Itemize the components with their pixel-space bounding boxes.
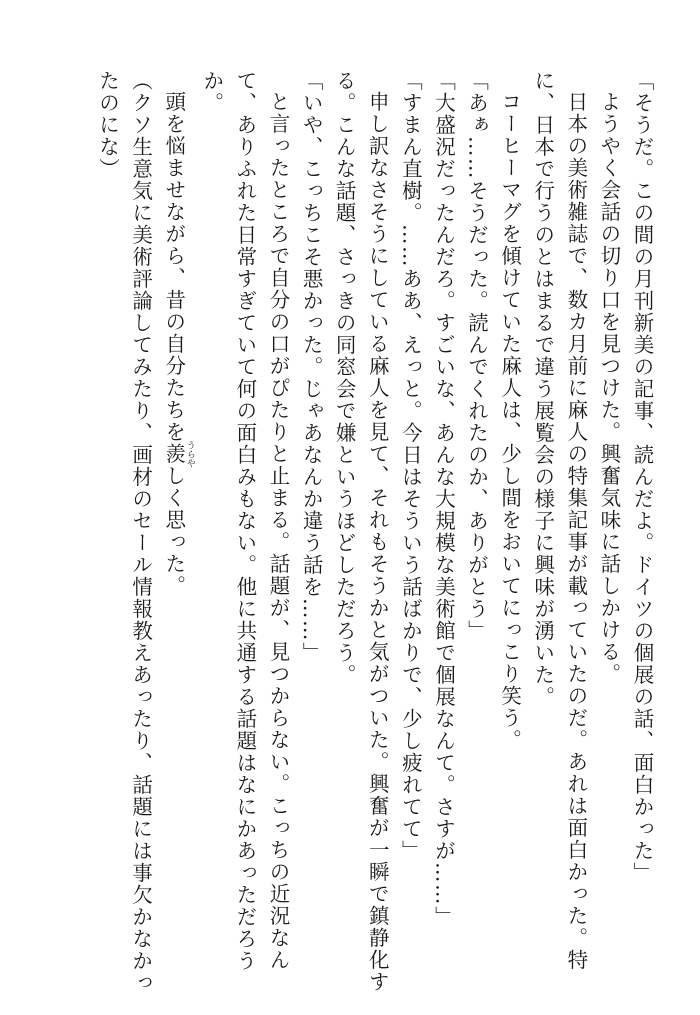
text-line: たのにな） — [95, 70, 120, 180]
text-line: 「大盛況だったんだろ。すごいな、あんな大規模な美術館で個展なんて。さすが……」 — [431, 70, 456, 928]
text-line: 「そうだ。この間の月刊新美の記事、読んだよ。ドイツの個展の話、面白かった」 — [630, 70, 654, 884]
vertical-text-body — [90, 70, 658, 994]
text-line: に、日本で行うのとはまるで違う展覧会の様子に興味が湧いた。 — [530, 70, 555, 708]
text-line: と言ったところで自分の口がぴたりと止まる。話題が、見つからない。こっちの近況なん — [265, 90, 290, 971]
text-line: 申し訳なさそうにしている麻人を見て、それもそうかと気がついた。興奮が一瞬で鎮静化す — [365, 90, 390, 993]
ruby-base: 羨 — [161, 440, 186, 467]
text-line: 日本の美術雑誌で、数カ月前に麻人の特集記事が載っていたのだ。あれは面白かった。特 — [563, 90, 588, 971]
text-line: る。こんな話題、さっきの同窓会で嫌というほどしただろう。 — [332, 70, 357, 686]
text-line: か。 — [199, 70, 224, 114]
text-line: コーヒーマグを傾けていた麻人は、少し間をおいてにっこり笑う。 — [497, 90, 522, 751]
text-line: （クソ生意気に美術評論してみたり、画材のセール情報教えあったり、話題には事欠かなかっ — [128, 70, 153, 994]
text-line: ようやく会話の切り口を見つけた。興奮気味に話しかける。 — [596, 90, 621, 685]
text-line-with-ruby — [157, 70, 195, 970]
text-fragment: しく思った。 — [161, 464, 186, 597]
text-line: 「すまん直樹。……ああ、えっと。今日はそういう話ばかりで、少し疲れてて」 — [398, 70, 423, 862]
text-line: 「あぁ……そうだった。読んでくれたのか、ありがとう」 — [464, 70, 489, 642]
ruby-annotation — [161, 440, 195, 467]
text-line: て、ありふれた日常すぎていて何の面白みもない。他に共通する話題はなにかあっただろう — [232, 70, 257, 972]
text-fragment: 頭を悩ませながら、昔の自分たちを — [161, 90, 186, 443]
text-line: 「いや、こっちこそ悪かった。じゃあなんか違う話を……」 — [299, 70, 324, 664]
ruby-reading: うらや — [184, 440, 195, 467]
